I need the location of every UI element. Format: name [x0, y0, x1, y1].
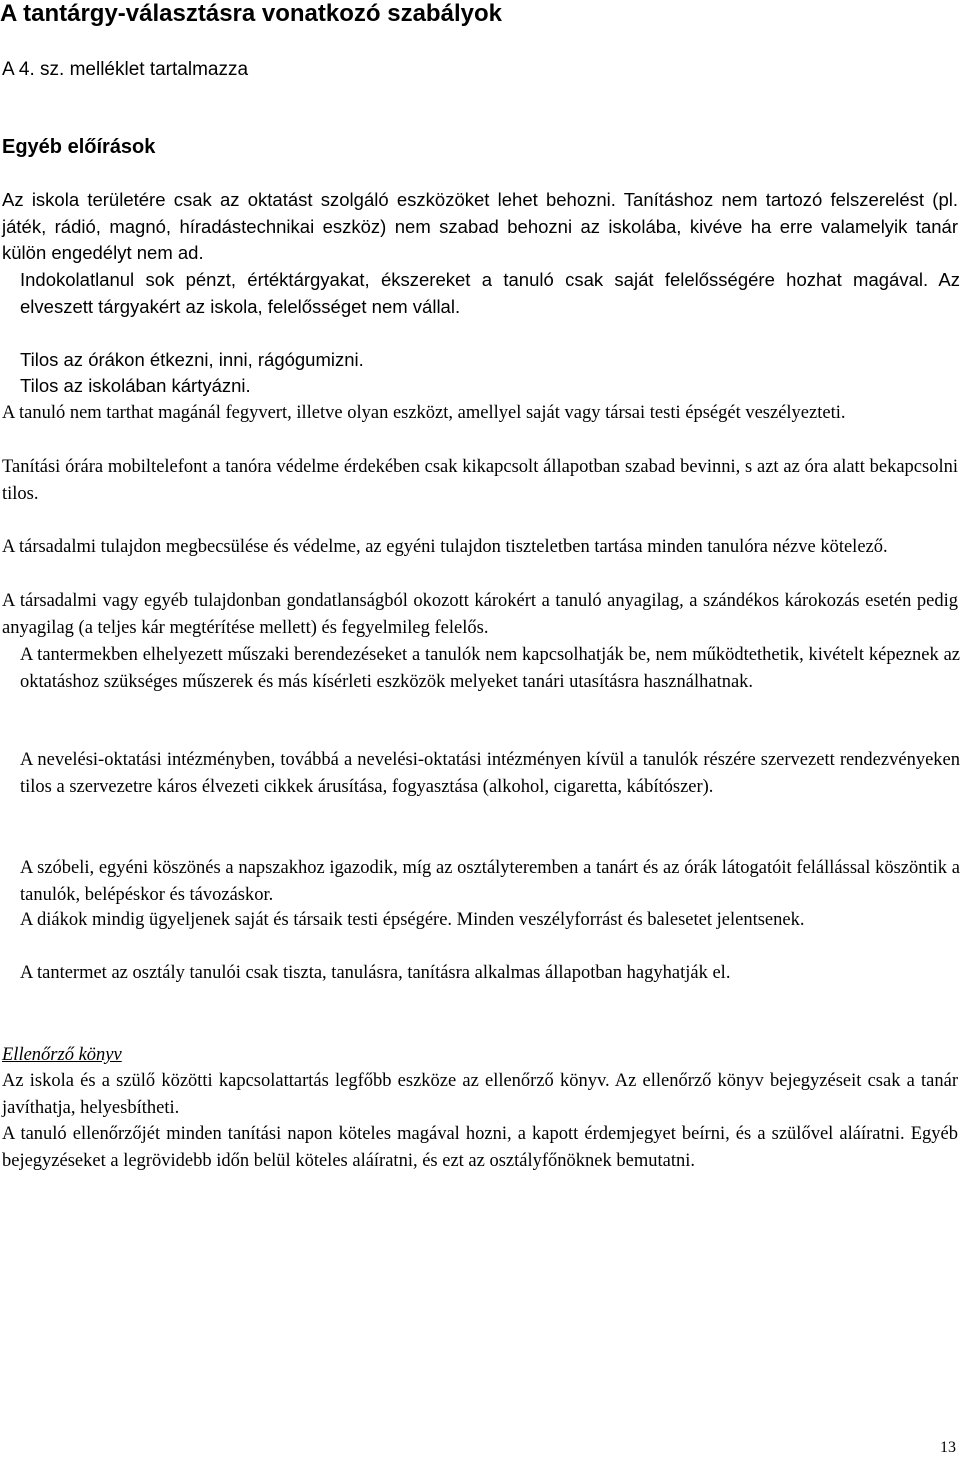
section-title: Egyéb előírások	[2, 136, 156, 158]
paragraph-damage-liability: A társadalmi vagy egyéb tulajdonban gondatlanságból okozott károkért a tanuló anyagilag, a szándékos károkozás esetén pedig anyagilag (a teljes kár megtérítése mellett) és fegyelmileg felelős.	[2, 591, 958, 638]
paragraph-safety: A diákok mindig ügyeljenek saját és társaik testi épségére. Minden veszélyforrást és balesetet jelentsenek.	[20, 910, 805, 930]
paragraph-items-allowed: Az iskola területére csak az oktatást szolgáló eszközöket lehet behozni. Tanításhoz nem tartozó felszerelést (pl. játék, rádió, magnó, híradástechnikai eszköz) nem szabad behozni az iskolába, kivéve ha erre valamelyik tanár külön engedélyt nem ad.	[2, 189, 958, 263]
paragraph-harmful-goods: A nevelési-oktatási intézményben, továbbá a nevelési-oktatási intézményen kívül a tanulók részére szervezett rendezvényeken tilos a szervezetre káros élvezeti cikkek árusítása, fogyasztása (alkohol, cigaretta, kábítószer).	[20, 750, 960, 797]
page-number: 13	[940, 1439, 956, 1456]
paragraph-no-cards: Tilos az iskolában kártyázni.	[20, 375, 251, 396]
paragraph-technical-equipment: A tantermekben elhelyezett műszaki berendezéseket a tanulók nem kapcsolhatják be, nem működtethetik, kivételt képeznek az oktatáshoz szükséges műszerek és más kísérleti eszközök melyeket tanári utasításra használhatnak.	[20, 645, 960, 692]
paragraph-no-weapons: A tanuló nem tarthat magánál fegyvert, illetve olyan eszközt, amellyel saját vagy társai testi épségét veszélyezteti.	[2, 403, 846, 423]
subsection-title: Ellenőrző könyv	[2, 1045, 122, 1065]
paragraph-handbook-main: Az iskola és a szülő közötti kapcsolattartás legfőbb eszköze az ellenőrző könyv. Az ellenőrző könyv bejegyzéseit csak a tanár javíthatja, helyesbítheti.	[2, 1071, 958, 1118]
paragraph-no-eating: Tilos az órákon étkezni, inni, rágógumizni.	[20, 349, 364, 370]
paragraph-mobile-phones: Tanítási órára mobiltelefont a tanóra védelme érdekében csak kikapcsolt állapotban szabad bevinni, s azt az óra alatt bekapcsolni tilos.	[2, 457, 958, 504]
paragraph-valuables: Indokolatlanul sok pénzt, értéktárgyakat, ékszereket a tanuló csak saját felelősségére hozhat magával. Az elveszett tárgyakért az iskola, felelősséget nem vállal.	[20, 269, 960, 317]
paragraph-handbook-duty: A tanuló ellenőrzőjét minden tanítási napon köteles magával hozni, a kapott érdemjegyet beírni, és a szülővel aláíratni. Egyéb bejegyzéseket a legrövidebb időn belül köteles aláíratni, és ezt az osztályfőnöknek bemutatni.	[2, 1124, 958, 1171]
paragraph-property-respect: A társadalmi tulajdon megbecsülése és védelme, az egyéni tulajdon tiszteletben tartása minden tanulóra nézve kötelező.	[2, 537, 888, 557]
paragraph-greeting: A szóbeli, egyéni köszönés a napszakhoz igazodik, míg az osztályteremben a tanárt és az órák látogatóit felállással köszöntik a tanulók, belépéskor és távozáskor.	[20, 858, 960, 905]
page-subtitle: A 4. sz. melléklet tartalmazza	[2, 59, 249, 80]
paragraph-classroom-clean: A tantermet az osztály tanulói csak tiszta, tanulásra, tanításra alkalmas állapotban hagyhatják el.	[20, 963, 731, 983]
page-title: A tantárgy-választásra vonatkozó szabályok	[0, 0, 502, 27]
